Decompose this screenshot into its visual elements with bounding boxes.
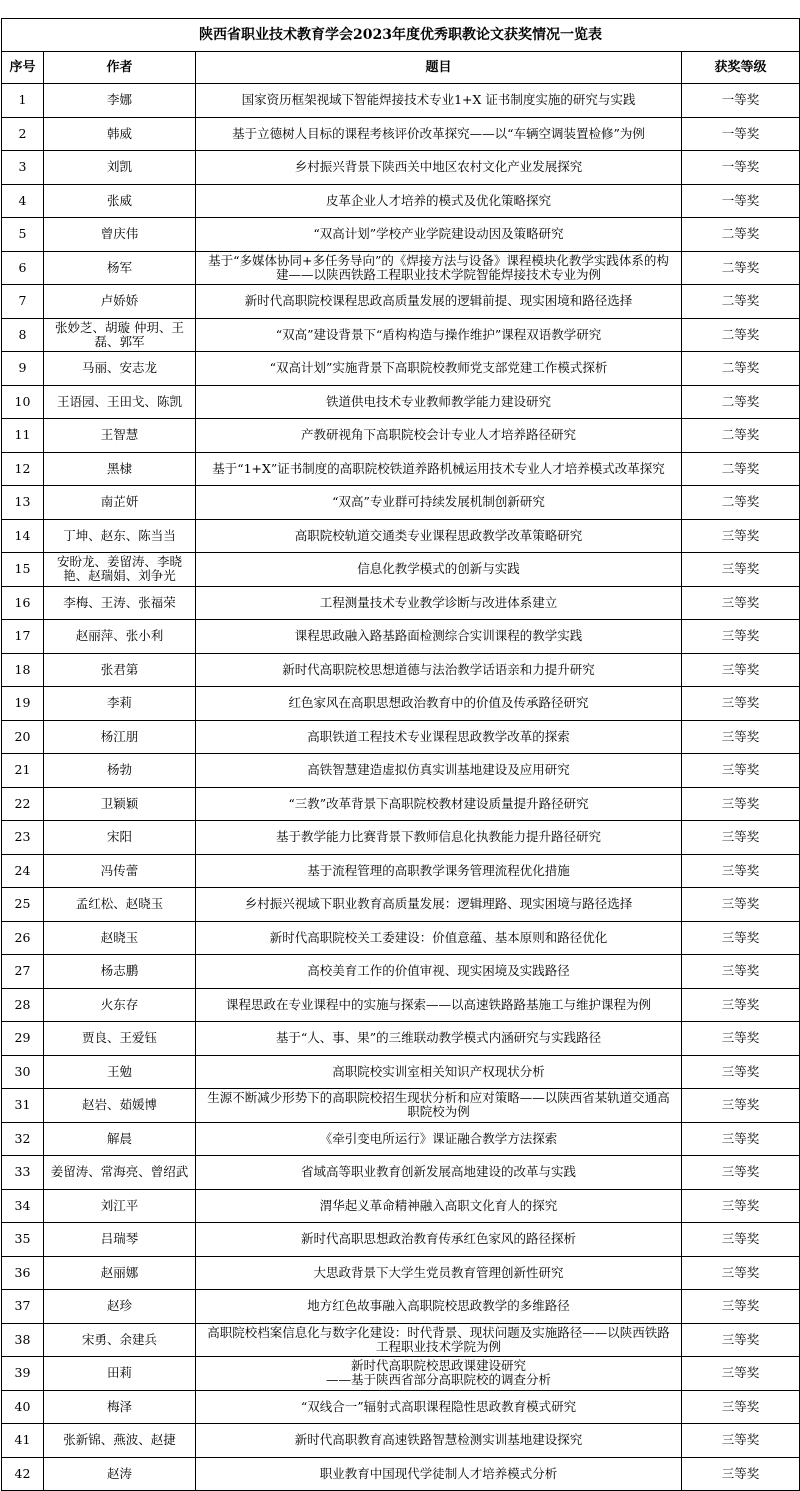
table-row xyxy=(2,720,800,754)
cell-award: 三等奖 xyxy=(682,1390,800,1424)
cell-no: 6 xyxy=(2,251,44,285)
cell-no: 31 xyxy=(2,1089,44,1123)
cell-topic: “三教”改革背景下高职院校教材建设质量提升路径研究 xyxy=(196,787,682,821)
cell-author: 杨志鹏 xyxy=(44,955,196,989)
cell-topic: 新时代高职院校思政课建设研究 ——基于陕西省部分高职院校的调查分析 xyxy=(196,1357,682,1391)
table-row xyxy=(2,653,800,687)
cell-author: 宋阳 xyxy=(44,821,196,855)
cell-award: 三等奖 xyxy=(682,1357,800,1391)
cell-author: 解晨 xyxy=(44,1122,196,1156)
cell-topic: 乡村振兴背景下陕西关中地区农村文化产业发展探究 xyxy=(196,151,682,185)
cell-author: 赵岩、茹媛博 xyxy=(44,1089,196,1123)
cell-topic: 新时代高职院校课程思政高质量发展的逻辑前提、现实困境和路径选择 xyxy=(196,285,682,319)
cell-topic: 乡村振兴视域下职业教育高质量发展：逻辑理路、现实困境与路径选择 xyxy=(196,888,682,922)
cell-topic: 红色家风在高职思想政治教育中的价值及传承路径研究 xyxy=(196,687,682,721)
table-title: 陕西省职业技术教育学会2023年度优秀职教论文获奖情况一览表 xyxy=(2,19,800,52)
cell-no: 23 xyxy=(2,821,44,855)
cell-topic: 基于“多媒体协同+多任务导向”的《焊接方法与设备》课程模块化教学实践体系的构建——以陕西铁路工程职业技术学院智能焊接技术专业为例 xyxy=(196,251,682,285)
cell-no: 4 xyxy=(2,184,44,218)
cell-topic: 地方红色故事融入高职院校思政教学的多维路径 xyxy=(196,1290,682,1324)
cell-no: 16 xyxy=(2,586,44,620)
cell-topic: 基于“1+X”证书制度的高职院校铁道养路机械运用技术专业人才培养模式改革探究 xyxy=(196,452,682,486)
table-row xyxy=(2,1089,800,1123)
cell-author: 李娜 xyxy=(44,84,196,118)
cell-author: 曾庆伟 xyxy=(44,218,196,252)
table-row xyxy=(2,486,800,520)
cell-author: 卢娇娇 xyxy=(44,285,196,319)
cell-author: 冯传蕾 xyxy=(44,854,196,888)
cell-author: 赵珍 xyxy=(44,1290,196,1324)
cell-topic: 铁道供电技术专业教师教学能力建设研究 xyxy=(196,385,682,419)
cell-author: 王语园、王田戈、陈凯 xyxy=(44,385,196,419)
cell-no: 41 xyxy=(2,1424,44,1458)
cell-award: 二等奖 xyxy=(682,352,800,386)
cell-topic: 基于立德树人目标的课程考核评价改革探究——以“车辆空调装置检修”为例 xyxy=(196,117,682,151)
cell-topic: 信息化教学模式的创新与实践 xyxy=(196,553,682,587)
table-row xyxy=(2,184,800,218)
cell-award: 三等奖 xyxy=(682,1022,800,1056)
table-row xyxy=(2,1290,800,1324)
cell-author: 杨军 xyxy=(44,251,196,285)
cell-award: 三等奖 xyxy=(682,653,800,687)
cell-award: 三等奖 xyxy=(682,1189,800,1223)
cell-author: 张君第 xyxy=(44,653,196,687)
cell-no: 17 xyxy=(2,620,44,654)
cell-no: 32 xyxy=(2,1122,44,1156)
cell-award: 二等奖 xyxy=(682,318,800,352)
cell-award: 一等奖 xyxy=(682,151,800,185)
cell-author: 赵丽萍、张小利 xyxy=(44,620,196,654)
cell-no: 33 xyxy=(2,1156,44,1190)
cell-no: 26 xyxy=(2,921,44,955)
cell-topic: 渭华起义革命精神融入高职文化育人的探究 xyxy=(196,1189,682,1223)
cell-author: 赵丽娜 xyxy=(44,1256,196,1290)
table-row xyxy=(2,519,800,553)
table-row xyxy=(2,553,800,587)
cell-author: 赵涛 xyxy=(44,1457,196,1491)
cell-topic: “双高计划”实施背景下高职院校教师党支部党建工作模式探析 xyxy=(196,352,682,386)
table-row xyxy=(2,586,800,620)
column-header-award: 获奖等级 xyxy=(682,52,800,84)
cell-topic: 新时代高职思想政治教育传承红色家风的路径探析 xyxy=(196,1223,682,1257)
cell-award: 三等奖 xyxy=(682,687,800,721)
cell-author: 韩威 xyxy=(44,117,196,151)
cell-award: 三等奖 xyxy=(682,921,800,955)
cell-no: 38 xyxy=(2,1323,44,1357)
cell-award: 三等奖 xyxy=(682,955,800,989)
cell-award: 三等奖 xyxy=(682,1156,800,1190)
cell-award: 二等奖 xyxy=(682,486,800,520)
cell-author: 孟红松、赵晓玉 xyxy=(44,888,196,922)
cell-award: 三等奖 xyxy=(682,1457,800,1491)
cell-award: 三等奖 xyxy=(682,821,800,855)
awards-table xyxy=(1,18,800,1491)
cell-no: 5 xyxy=(2,218,44,252)
cell-author: 杨勃 xyxy=(44,754,196,788)
table-row xyxy=(2,854,800,888)
cell-award: 二等奖 xyxy=(682,218,800,252)
cell-no: 20 xyxy=(2,720,44,754)
cell-author: 王智慧 xyxy=(44,419,196,453)
cell-topic: 产教研视角下高职院校会计专业人才培养路径研究 xyxy=(196,419,682,453)
column-header-no: 序号 xyxy=(2,52,44,84)
table-row xyxy=(2,385,800,419)
table-row xyxy=(2,687,800,721)
table-row xyxy=(2,1223,800,1257)
table-row xyxy=(2,1457,800,1491)
cell-award: 二等奖 xyxy=(682,385,800,419)
cell-author: 黑棣 xyxy=(44,452,196,486)
cell-no: 35 xyxy=(2,1223,44,1257)
table-row xyxy=(2,452,800,486)
cell-topic: 省域高等职业教育创新发展高地建设的改革与实践 xyxy=(196,1156,682,1190)
cell-award: 二等奖 xyxy=(682,251,800,285)
cell-topic: 课程思政融入路基路面检测综合实训课程的教学实践 xyxy=(196,620,682,654)
cell-no: 11 xyxy=(2,419,44,453)
cell-no: 12 xyxy=(2,452,44,486)
cell-author: 卫颖颖 xyxy=(44,787,196,821)
cell-topic: 新时代高职院校思想道德与法治教学话语亲和力提升研究 xyxy=(196,653,682,687)
table-row xyxy=(2,1424,800,1458)
cell-no: 1 xyxy=(2,84,44,118)
table-row xyxy=(2,1156,800,1190)
header-row xyxy=(2,52,800,84)
table-row xyxy=(2,821,800,855)
cell-topic: 大思政背景下大学生党员教育管理创新性研究 xyxy=(196,1256,682,1290)
cell-author: 吕瑞琴 xyxy=(44,1223,196,1257)
cell-author: 张新锦、燕波、赵捷 xyxy=(44,1424,196,1458)
cell-topic: 国家资历框架视域下智能焊接技术专业1+X 证书制度实施的研究与实践 xyxy=(196,84,682,118)
cell-author: 李莉 xyxy=(44,687,196,721)
cell-topic: 工程测量技术专业教学诊断与改进体系建立 xyxy=(196,586,682,620)
cell-author: 贾良、王爱钰 xyxy=(44,1022,196,1056)
column-header-topic: 题目 xyxy=(196,52,682,84)
cell-author: 姜留涛、常海亮、曾绍武 xyxy=(44,1156,196,1190)
cell-topic: 基于流程管理的高职教学课务管理流程优化措施 xyxy=(196,854,682,888)
cell-award: 三等奖 xyxy=(682,1424,800,1458)
cell-author: 宋勇、余建兵 xyxy=(44,1323,196,1357)
cell-award: 三等奖 xyxy=(682,988,800,1022)
cell-award: 二等奖 xyxy=(682,419,800,453)
cell-award: 三等奖 xyxy=(682,1122,800,1156)
cell-no: 21 xyxy=(2,754,44,788)
cell-award: 三等奖 xyxy=(682,1256,800,1290)
cell-no: 14 xyxy=(2,519,44,553)
cell-award: 三等奖 xyxy=(682,620,800,654)
cell-author: 王勉 xyxy=(44,1055,196,1089)
cell-author: 马丽、安志龙 xyxy=(44,352,196,386)
table-row xyxy=(2,988,800,1022)
cell-award: 三等奖 xyxy=(682,787,800,821)
table-row xyxy=(2,1256,800,1290)
table-row xyxy=(2,888,800,922)
cell-topic: 新时代高职教育高速铁路智慧检测实训基地建设探究 xyxy=(196,1424,682,1458)
cell-no: 42 xyxy=(2,1457,44,1491)
cell-award: 三等奖 xyxy=(682,586,800,620)
cell-award: 三等奖 xyxy=(682,519,800,553)
cell-award: 一等奖 xyxy=(682,84,800,118)
cell-author: 梅泽 xyxy=(44,1390,196,1424)
cell-topic: 职业教育中国现代学徒制人才培养模式分析 xyxy=(196,1457,682,1491)
table-row xyxy=(2,787,800,821)
cell-no: 36 xyxy=(2,1256,44,1290)
table-row xyxy=(2,955,800,989)
cell-topic: “双高”专业群可持续发展机制创新研究 xyxy=(196,486,682,520)
cell-no: 28 xyxy=(2,988,44,1022)
cell-no: 7 xyxy=(2,285,44,319)
table-row xyxy=(2,1122,800,1156)
cell-author: 赵晓玉 xyxy=(44,921,196,955)
cell-award: 三等奖 xyxy=(682,720,800,754)
cell-no: 2 xyxy=(2,117,44,151)
table-row xyxy=(2,1357,800,1391)
cell-award: 三等奖 xyxy=(682,854,800,888)
table-row xyxy=(2,352,800,386)
cell-topic: 基于“人、事、果”的三维联动教学模式内涵研究与实践路径 xyxy=(196,1022,682,1056)
table-row xyxy=(2,84,800,118)
table-row xyxy=(2,754,800,788)
cell-award: 二等奖 xyxy=(682,285,800,319)
cell-award: 三等奖 xyxy=(682,888,800,922)
cell-topic: 基于教学能力比赛背景下教师信息化执教能力提升路径研究 xyxy=(196,821,682,855)
cell-no: 24 xyxy=(2,854,44,888)
cell-no: 8 xyxy=(2,318,44,352)
table-row xyxy=(2,285,800,319)
cell-no: 10 xyxy=(2,385,44,419)
cell-no: 27 xyxy=(2,955,44,989)
table-row xyxy=(2,620,800,654)
cell-topic: “双高”建设背景下“盾构构造与操作维护”课程双语教学研究 xyxy=(196,318,682,352)
cell-author: 火东存 xyxy=(44,988,196,1022)
cell-topic: 高铁智慧建造虚拟仿真实训基地建设及应用研究 xyxy=(196,754,682,788)
cell-award: 二等奖 xyxy=(682,452,800,486)
cell-author: 刘江平 xyxy=(44,1189,196,1223)
table-row xyxy=(2,419,800,453)
cell-author: 安盼龙、姜留涛、李晓艳、赵瑞娟、刘争光 xyxy=(44,553,196,587)
cell-no: 39 xyxy=(2,1357,44,1391)
cell-no: 22 xyxy=(2,787,44,821)
cell-author: 张妙芝、胡璇 仲玥、王磊、郭军 xyxy=(44,318,196,352)
table-row xyxy=(2,251,800,285)
cell-award: 一等奖 xyxy=(682,117,800,151)
cell-award: 一等奖 xyxy=(682,184,800,218)
cell-award: 三等奖 xyxy=(682,553,800,587)
cell-no: 30 xyxy=(2,1055,44,1089)
cell-topic: 《牵引变电所运行》课证融合教学方法探索 xyxy=(196,1122,682,1156)
cell-author: 张威 xyxy=(44,184,196,218)
table-row xyxy=(2,318,800,352)
table-row xyxy=(2,117,800,151)
cell-no: 19 xyxy=(2,687,44,721)
table-row xyxy=(2,151,800,185)
table-body xyxy=(2,84,800,1491)
cell-topic: 高职院校实训室相关知识产权现状分析 xyxy=(196,1055,682,1089)
cell-topic: 高校美育工作的价值审视、现实困境及实践路径 xyxy=(196,955,682,989)
table-row xyxy=(2,218,800,252)
cell-topic: 皮革企业人才培养的模式及优化策略探究 xyxy=(196,184,682,218)
cell-no: 25 xyxy=(2,888,44,922)
cell-award: 三等奖 xyxy=(682,1089,800,1123)
cell-no: 37 xyxy=(2,1290,44,1324)
cell-no: 29 xyxy=(2,1022,44,1056)
cell-award: 三等奖 xyxy=(682,1223,800,1257)
table-row xyxy=(2,1189,800,1223)
cell-award: 三等奖 xyxy=(682,1323,800,1357)
cell-author: 刘凯 xyxy=(44,151,196,185)
cell-topic: 课程思政在专业课程中的实施与探索——以高速铁路路基施工与维护课程为例 xyxy=(196,988,682,1022)
table-row xyxy=(2,1390,800,1424)
cell-topic: “双高计划”学校产业学院建设动因及策略研究 xyxy=(196,218,682,252)
cell-topic: “双线合一”辐射式高职课程隐性思政教育模式研究 xyxy=(196,1390,682,1424)
cell-award: 三等奖 xyxy=(682,1290,800,1324)
cell-topic: 生源不断减少形势下的高职院校招生现状分析和应对策略——以陕西省某轨道交通高职院校为例 xyxy=(196,1089,682,1123)
cell-no: 18 xyxy=(2,653,44,687)
table-row xyxy=(2,1022,800,1056)
table-row xyxy=(2,1323,800,1357)
cell-no: 3 xyxy=(2,151,44,185)
cell-author: 杨江朋 xyxy=(44,720,196,754)
cell-topic: 新时代高职院校关工委建设：价值意蕴、基本原则和路径优化 xyxy=(196,921,682,955)
cell-author: 丁坤、赵东、陈当当 xyxy=(44,519,196,553)
cell-topic: 高职铁道工程技术专业课程思政教学改革的探索 xyxy=(196,720,682,754)
cell-topic: 高职院校档案信息化与数字化建设：时代背景、现状问题及实施路径——以陕西铁路工程职业技术学院为例 xyxy=(196,1323,682,1357)
cell-author: 田莉 xyxy=(44,1357,196,1391)
cell-no: 15 xyxy=(2,553,44,587)
column-header-author: 作者 xyxy=(44,52,196,84)
cell-topic: 高职院校轨道交通类专业课程思政教学改革策略研究 xyxy=(196,519,682,553)
table-row xyxy=(2,921,800,955)
cell-award: 三等奖 xyxy=(682,1055,800,1089)
cell-no: 13 xyxy=(2,486,44,520)
cell-award: 三等奖 xyxy=(682,754,800,788)
cell-no: 9 xyxy=(2,352,44,386)
table-row xyxy=(2,1055,800,1089)
cell-no: 34 xyxy=(2,1189,44,1223)
cell-author: 李梅、王涛、张福荣 xyxy=(44,586,196,620)
cell-no: 40 xyxy=(2,1390,44,1424)
cell-author: 南芷妍 xyxy=(44,486,196,520)
